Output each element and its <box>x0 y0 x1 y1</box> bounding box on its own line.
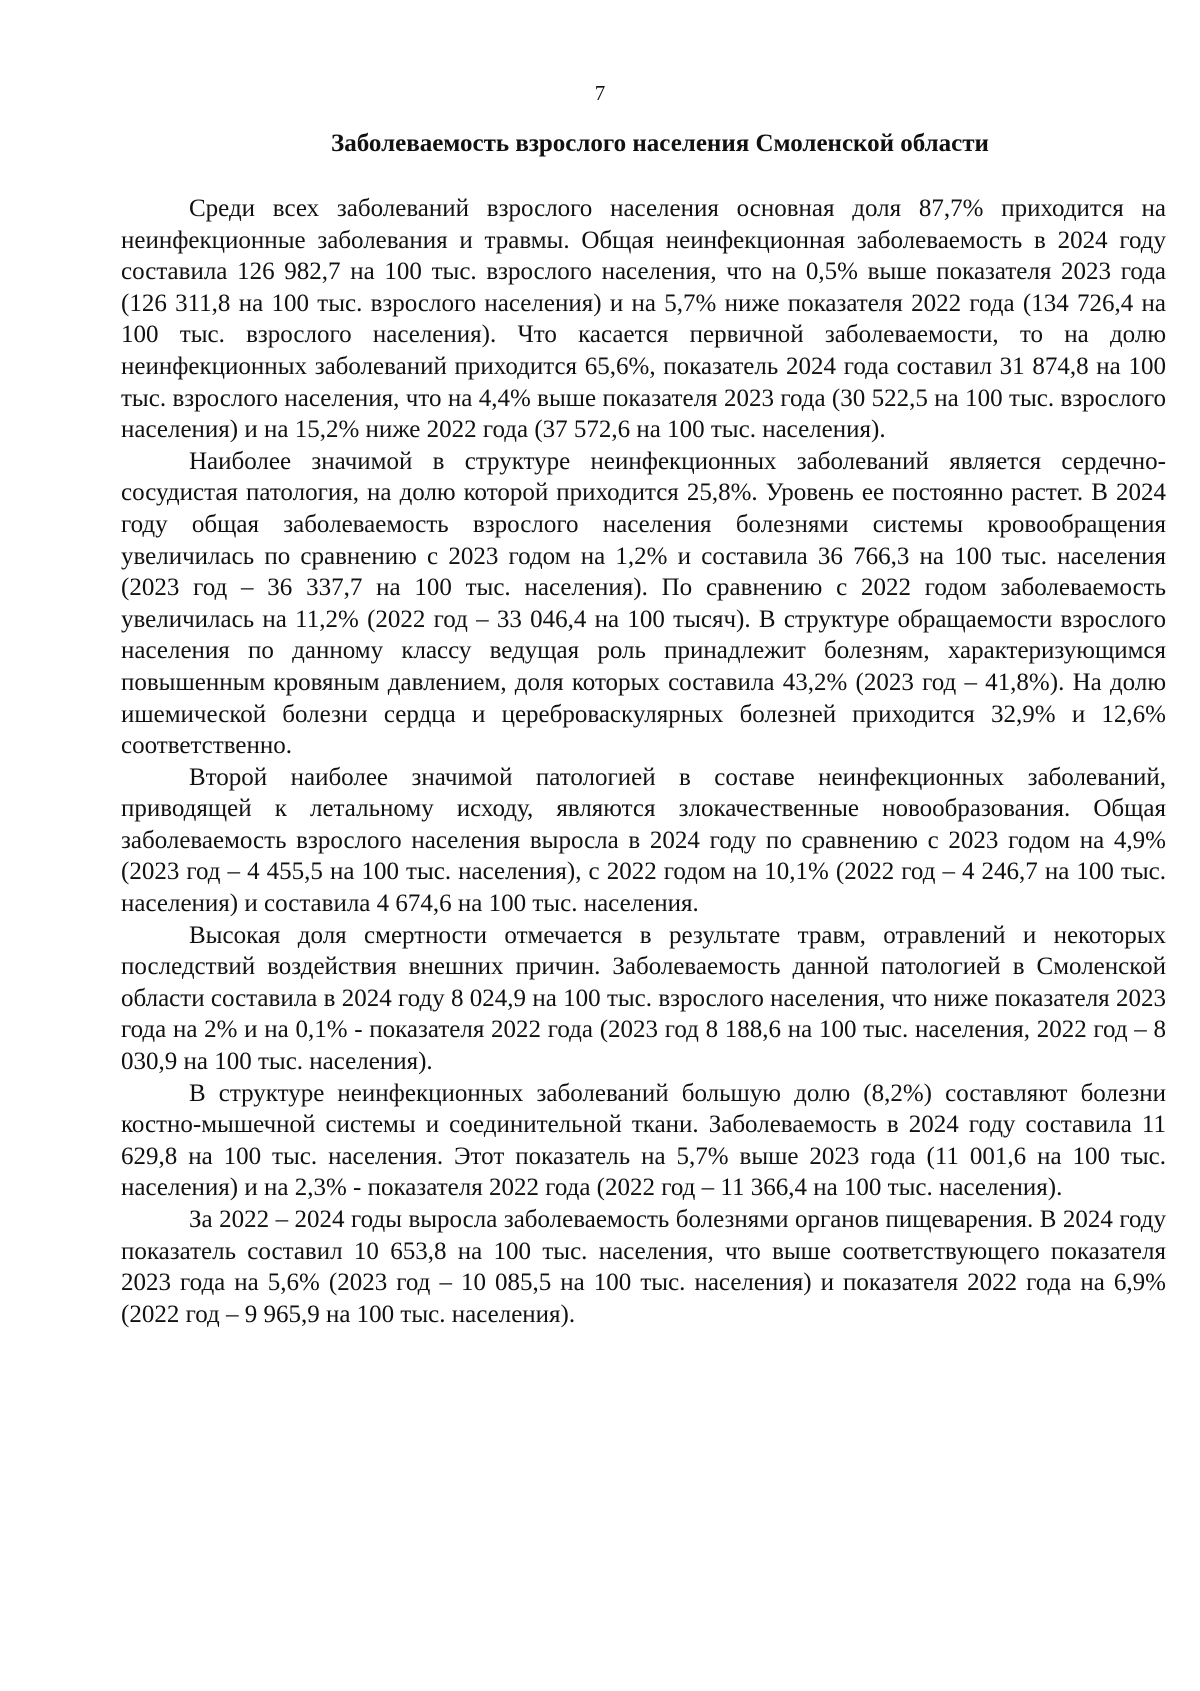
paragraph: В структуре неинфекционных заболеваний большую долю (8,2%) составляют болезни костно-мышечной системы и соединительной ткани. Заболеваемость в 2024 году составила 11 629,8 на 100 тыс. населения. Этот показатель на 5,7% выше 2023 года (11 001,6 на 100 тыс. населения) и на 2,3% - показателя 2022 года (2022 год – 11 366,4 на 100 тыс. населения). <box>121 1079 1166 1202</box>
paragraph: Второй наиболее значимой патологией в составе неинфекционных заболеваний, приводящей к летальному исходу, являются злокачественные новообразования. Общая заболеваемость взрослого населения выросла в 2024 году по сравнению с 2023 годом на 4,9% (2023 год – 4 455,5 на 100 тыс. населения), с 2022 годом на 10,1% (2022 год – 4 246,7 на 100 тыс. населения) и составила 4 674,6 на 100 тыс. населения. <box>121 763 1166 918</box>
page-title: Заболеваемость взрослого населения Смоленской области <box>331 130 989 157</box>
paragraph: Высокая доля смертности отмечается в результате травм, отравлений и некоторых последствий воздействия внешних причин. Заболеваемость данной патологией в Смоленской области составила в 2024 году 8 024,9 на 100 тыс. взрослого населения, что ниже показателя 2023 года на 2% и на 0,1% - показателя 2022 года (2023 год 8 188,6 на 100 тыс. населения, 2022 год – 8 030,9 на 100 тыс. населения). <box>121 921 1166 1076</box>
paragraph: Наиболее значимой в структуре неинфекционных заболеваний является сердечно-сосудистая патология, на долю которой приходится 25,8%. Уровень ее постоянно растет. В 2024 году общая заболеваемость взрослого населения болезнями системы кровообращения увеличилась по сравнению с 2023 годом на 1,2% и составила 36 766,3 на 100 тыс. населения (2023 год – 36 337,7 на 100 тыс. населения). По сравнению с 2022 годом заболеваемость увеличилась на 11,2% (2022 год – 33 046,4 на 100 тысяч). В структуре обращаемости взрослого населения по данному классу ведущая роль принадлежит болезням, характеризующимся повышенным кровяным давлением, доля которых составила 43,2% (2023 год – 41,8%). На долю ишемической болезни сердца и цереброваскулярных болезней приходится 32,9% и 12,6% соответственно. <box>121 447 1166 760</box>
page-number: 7 <box>594 81 606 105</box>
paragraph: Среди всех заболеваний взрослого населения основная доля 87,7% приходится на неинфекционные заболевания и травмы. Общая неинфекционная заболеваемость в 2024 году составила 126 982,7 на 100 тыс. взрослого населения, что на 0,5% выше показателя 2023 года (126 311,8 на 100 тыс. взрослого населения) и на 5,7% ниже показателя 2022 года (134 726,4 на 100 тыс. взрослого населения). Что касается первичной заболеваемости, то на долю неинфекционных заболеваний приходится 65,6%, показатель 2024 года составил 31 874,8 на 100 тыс. взрослого населения, что на 4,4% выше показателя 2023 года (30 522,5 на 100 тыс. взрослого населения) и на 15,2% ниже 2022 года (37 572,6 на 100 тыс. населения). <box>121 195 1166 444</box>
paragraph: За 2022 – 2024 годы выросла заболеваемость болезнями органов пищеварения. В 2024 году показатель составил 10 653,8 на 100 тыс. населения, что выше соответствующего показателя 2023 года на 5,6% (2023 год – 10 085,5 на 100 тыс. населения) и показателя 2022 года на 6,9% (2022 год – 9 965,9 на 100 тыс. населения). <box>121 1206 1166 1328</box>
body-text <box>121 193 1166 1330</box>
